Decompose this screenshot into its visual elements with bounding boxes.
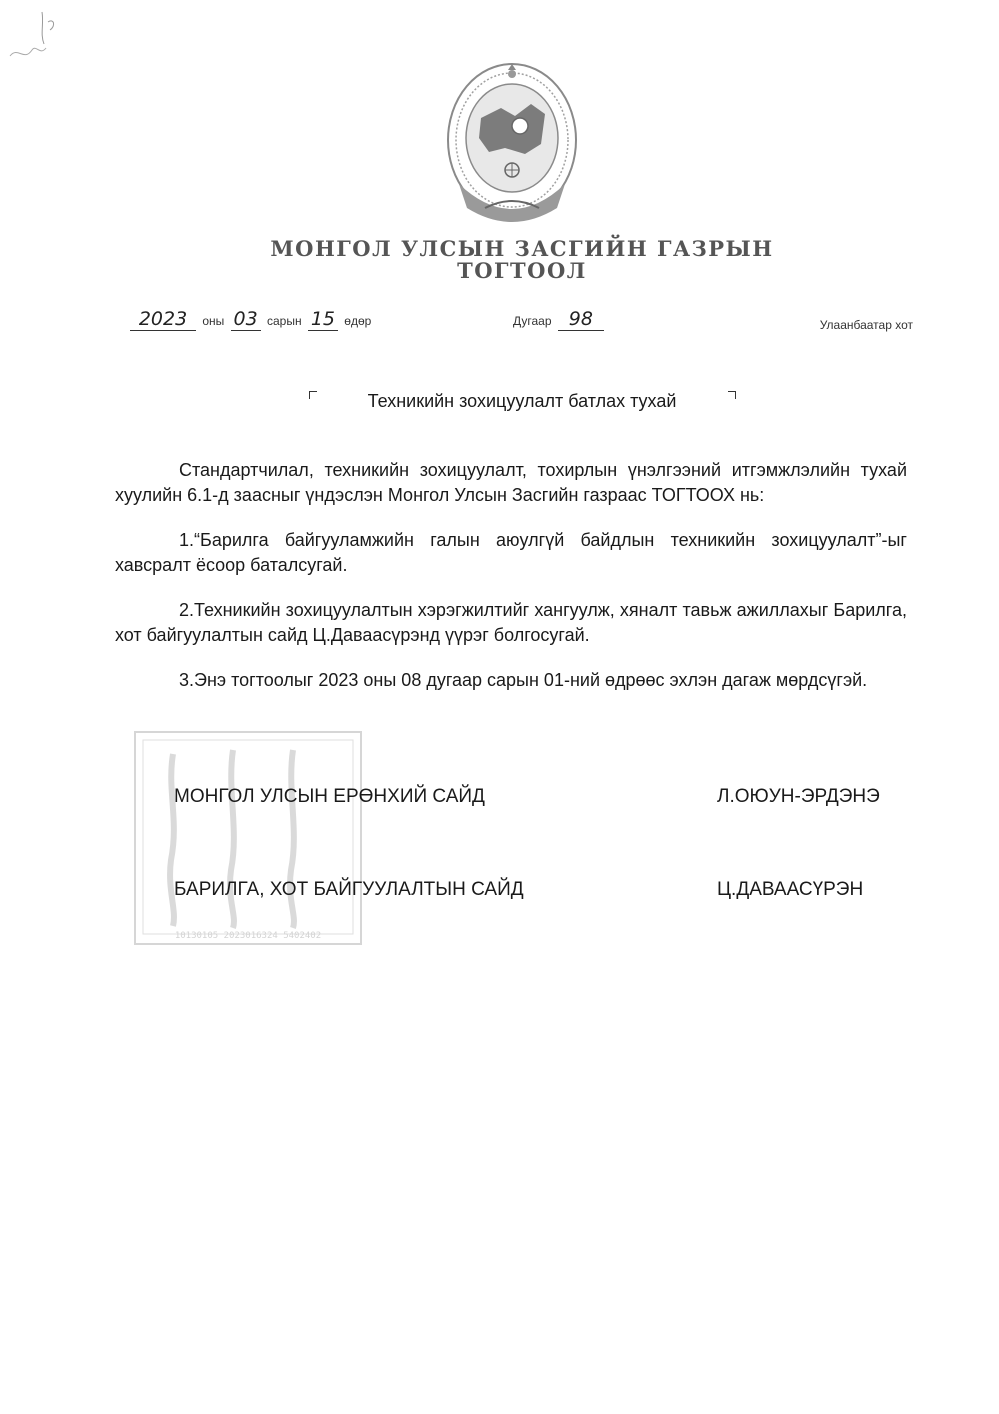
document-body <box>115 458 907 713</box>
official-stamp-icon <box>133 730 363 946</box>
signatory-1-name: Л.ОЮУН-ЭРДЭНЭ <box>717 786 880 807</box>
stamp-serial: 10130105 2023016324 5402402 <box>174 931 322 941</box>
date-month: 03 <box>231 308 261 331</box>
day-label: өдөр <box>344 314 372 328</box>
date-line <box>130 308 374 336</box>
date-year: 2023 <box>130 308 196 331</box>
signatory-2-name: Ц.ДАВААСҮРЭН <box>717 879 864 900</box>
year-label: оны <box>202 314 225 328</box>
number-label: Дугаар <box>513 314 552 328</box>
signatory-1-title: МОНГОЛ УЛСЫН ЕРӨНХИЙ САЙД <box>174 786 485 807</box>
document-number: 98 <box>558 308 604 331</box>
clause-1: 1.“Барилга байгууламжийн галын аюулгүй байдлын техникийн зохицуулалт”-ыг хавсралт ёсоор баталсугай. <box>115 530 907 575</box>
signatory-2-title: БАРИЛГА, ХОТ БАЙГУУЛАЛТЫН САЙД <box>174 879 524 900</box>
clause-2: 2.Техникийн зохицуулалтын хэрэгжилтийг хангуулж, хяналт тавьж ажиллахыг Барилга, хот байгуулалтын сайд Ц.Даваасүрэнд үүрэг болгосугай. <box>115 600 907 645</box>
month-label: сарын <box>266 314 302 328</box>
issue-city: Улаанбаатар хот <box>819 318 913 332</box>
subject-bracket-right <box>728 391 736 399</box>
issuing-body-title: МОНГОЛ УЛСЫН ЗАСГИЙН ГАЗРЫН <box>270 236 774 261</box>
handwritten-note-mark <box>4 4 94 84</box>
number-line <box>510 308 604 336</box>
clause-3: 3.Энэ тогтоолыг 2023 оны 08 дугаар сарын 01-ний өдрөөс эхлэн дагаж мөрдсүгэй. <box>179 670 868 690</box>
date-day: 15 <box>308 308 338 331</box>
preamble-paragraph: Стандартчилал, техникийн зохицуулалт, тохирлын үнэлгээний итгэмжлэлийн тухай хуулийн 6.1-д заасныг үндэслэн Монгол Улсын Засгийн газраас ТОГТООХ нь: <box>115 460 907 505</box>
document-subject: Техникийн зохицуулалт батлах тухай <box>367 391 677 411</box>
document-type-title: ТОГТООЛ <box>457 258 587 283</box>
state-emblem-icon <box>445 58 580 228</box>
